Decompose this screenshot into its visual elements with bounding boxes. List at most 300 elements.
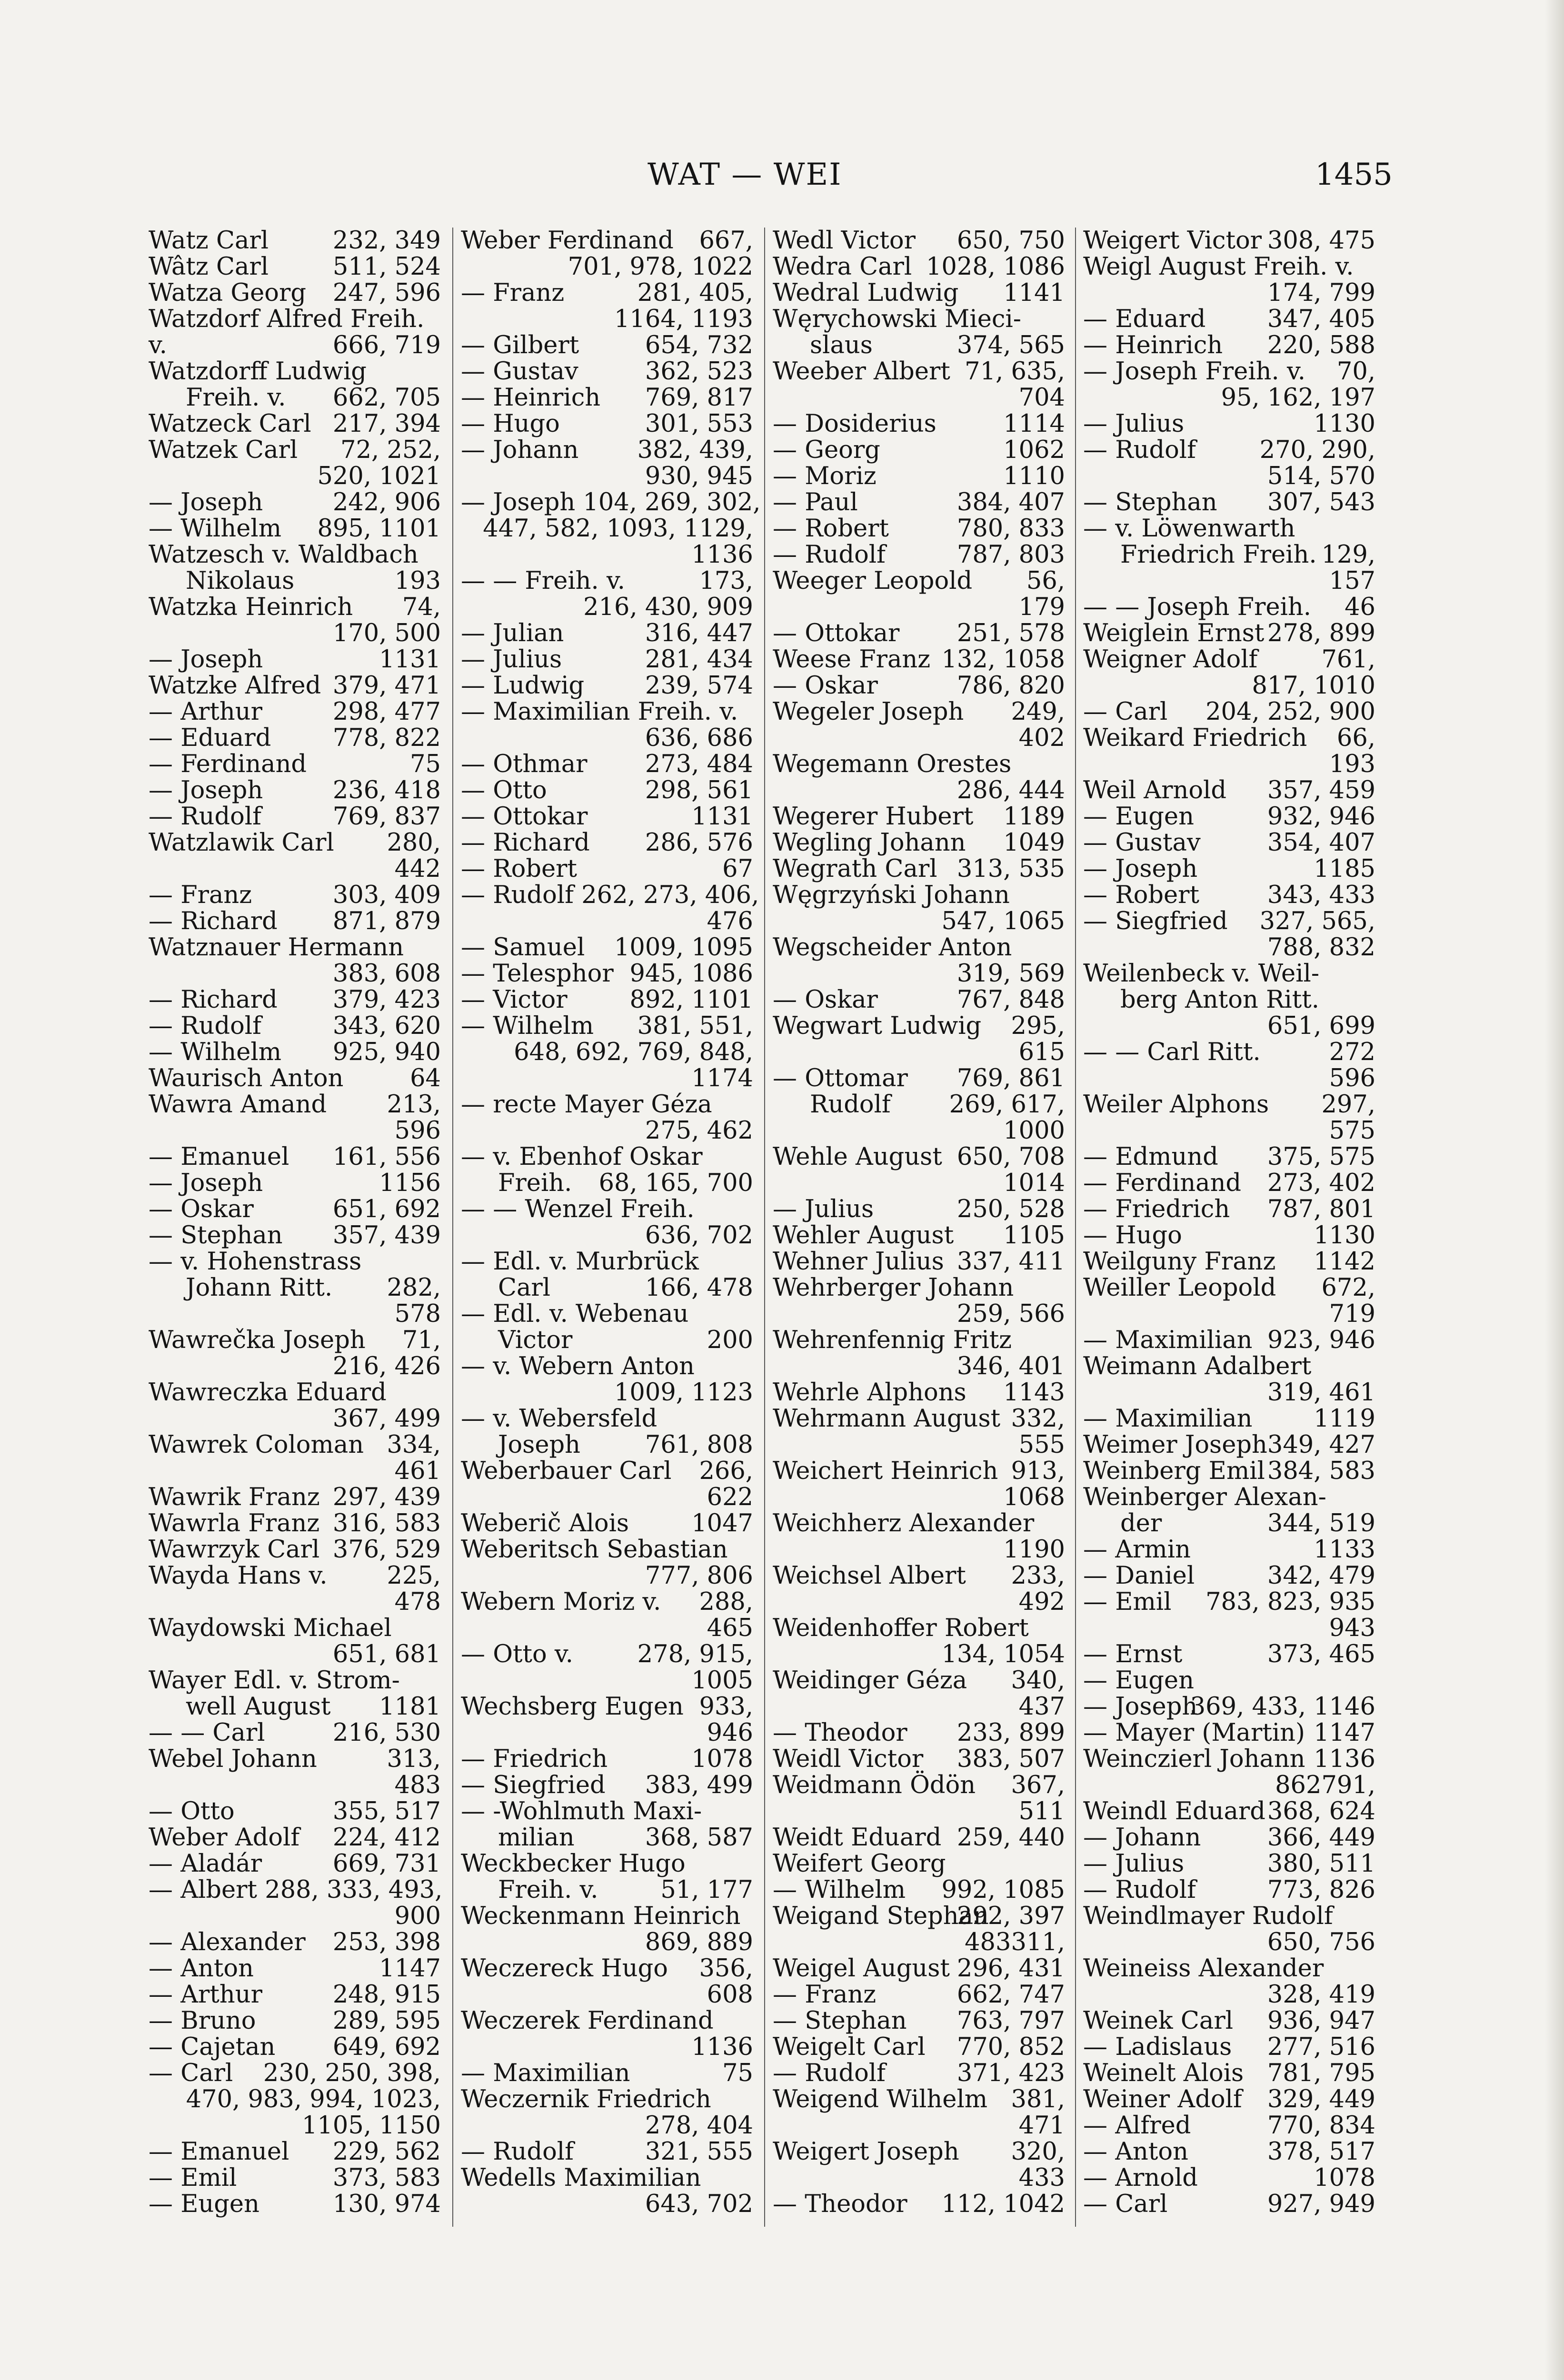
entry-page-numbers: 1105 xyxy=(1003,1221,1065,1250)
index-entry xyxy=(1083,646,1378,673)
index-entry xyxy=(1083,1484,1378,1510)
entry-page-numbers: 925, 940 xyxy=(332,1038,441,1066)
entry-name: Weckenmann Heinrich xyxy=(461,1902,741,1930)
index-entry xyxy=(1083,1432,1378,1458)
entry-page-numbers: 373, 583 xyxy=(332,2164,441,2192)
index-entry-continuation xyxy=(1083,385,1378,411)
index-entry xyxy=(461,881,759,909)
entry-name: Freih. v. xyxy=(186,384,286,412)
entry-name: — Daniel xyxy=(1083,1562,1195,1590)
entry-name: Freih. v. xyxy=(498,1876,598,1904)
entry-page-numbers: 347, 405 xyxy=(1267,305,1375,333)
entry-page-numbers: 277, 516 xyxy=(1267,2033,1375,2061)
entry-page-numbers: 719 xyxy=(1329,1300,1375,1328)
entry-name: Wehrenfennig Fritz xyxy=(773,1326,1012,1354)
entry-page-numbers: 777, 806 xyxy=(645,1562,753,1590)
entry-page-numbers: 66, xyxy=(1336,724,1375,752)
index-entry xyxy=(461,803,756,830)
index-entry xyxy=(149,1196,444,1222)
index-entry xyxy=(461,1746,756,1772)
index-entry xyxy=(1083,856,1378,882)
entry-name: Weindlmayer Rudolf xyxy=(1083,1902,1333,1930)
entry-name: — — Carl xyxy=(149,1719,265,1747)
entry-name: — Rudolf xyxy=(1083,1876,1196,1904)
entry-name: Waurisch Anton xyxy=(149,1064,344,1092)
entry-page-numbers: 313, xyxy=(387,1745,441,1773)
index-entry xyxy=(149,1327,444,1353)
entry-page-numbers: 278, 404 xyxy=(645,2112,753,2140)
index-entry xyxy=(461,568,756,594)
entry-name: — Robert xyxy=(461,855,578,883)
entry-name: Weber Adolf xyxy=(149,1824,300,1852)
index-entry xyxy=(773,2060,1068,2086)
index-entry-continuation xyxy=(1083,1013,1378,1039)
entry-name: — Oskar xyxy=(773,986,878,1014)
index-entry xyxy=(1083,411,1378,437)
index-entry-continuation xyxy=(773,385,1068,411)
entry-page-numbers: 932, 946 xyxy=(1267,803,1375,831)
index-entry xyxy=(1083,1563,1378,1589)
entry-page-numbers: 343, 620 xyxy=(332,1012,441,1040)
index-entry xyxy=(773,1667,1068,1694)
entry-name: — Carl xyxy=(1083,2190,1168,2218)
index-entry xyxy=(149,1222,444,1249)
index-entry xyxy=(149,1877,444,1903)
entry-name: Weinberger Alexan- xyxy=(1083,1483,1326,1511)
entry-page-numbers: 70, xyxy=(1336,357,1375,386)
entry-page-numbers: 320, xyxy=(1011,2138,1065,2166)
entry-page-numbers: 161, 556 xyxy=(332,1143,441,1171)
entry-name: Nikolaus xyxy=(186,567,295,595)
index-entry-continuation xyxy=(461,1982,756,2008)
index-entry xyxy=(773,332,1068,358)
index-entry xyxy=(461,2060,756,2086)
entry-name: — v. Webern Anton xyxy=(461,1352,695,1380)
entry-name: Węrychowski Mieci- xyxy=(773,305,1021,333)
entry-page-numbers: 374, 565 xyxy=(956,331,1065,359)
index-entry-continuation xyxy=(1083,751,1378,777)
index-entry xyxy=(1083,1877,1378,1903)
entry-name: — Richard xyxy=(461,829,590,857)
entry-name: — Edmund xyxy=(1083,1143,1218,1171)
index-column-2 xyxy=(461,227,761,2218)
entry-page-numbers: 767, 848 xyxy=(956,986,1065,1014)
index-entry-continuation xyxy=(149,1589,444,1615)
index-entry xyxy=(773,882,1068,908)
entry-page-numbers: 174, 799 xyxy=(1267,279,1375,307)
entry-name: — Samuel xyxy=(461,933,585,962)
index-entry xyxy=(1083,1458,1378,1484)
entry-name: — Rudolf 262, 273, 406, xyxy=(461,881,759,909)
entry-page-numbers: 233, 899 xyxy=(956,1719,1065,1747)
entry-name: Watza Georg xyxy=(149,279,307,307)
entry-name: — Moriz xyxy=(773,462,877,490)
entry-name: Weindl Eduard xyxy=(1083,1797,1265,1825)
index-entry xyxy=(461,856,756,882)
entry-name: Weese Franz xyxy=(773,645,931,674)
index-entry xyxy=(461,1301,756,1327)
index-entry-continuation xyxy=(773,594,1068,620)
entry-page-numbers: 278, 899 xyxy=(1267,619,1375,647)
entry-page-numbers: 1131 xyxy=(379,645,441,674)
index-entry-continuation xyxy=(773,1589,1068,1615)
index-entry xyxy=(149,1746,444,1772)
index-entry xyxy=(773,620,1068,646)
entry-page-numbers: 1147 xyxy=(1314,1719,1375,1747)
index-entry xyxy=(1083,1825,1378,1851)
entry-name: — Ludwig xyxy=(461,672,585,700)
index-entry xyxy=(149,306,444,332)
index-entry xyxy=(149,280,444,306)
entry-page-numbers: 636, 702 xyxy=(645,1221,753,1250)
index-entry xyxy=(1083,1641,1378,1667)
index-entry xyxy=(461,1196,756,1222)
index-entry xyxy=(461,751,756,777)
entry-name: — Maximilian Freih. v. xyxy=(461,698,738,726)
entry-page-numbers: 511 xyxy=(1018,1797,1065,1825)
index-entry xyxy=(1083,2086,1378,2112)
entry-page-numbers: 216, 530 xyxy=(332,1719,441,1747)
entry-page-numbers: 892, 1101 xyxy=(629,986,753,1014)
entry-name: Wegling Johann xyxy=(773,829,966,857)
index-entry xyxy=(773,1982,1068,2008)
entry-page-numbers: 250, 528 xyxy=(956,1195,1065,1223)
index-entry xyxy=(149,646,444,673)
entry-page-numbers: 787, 803 xyxy=(956,541,1065,569)
entry-page-numbers: 220, 588 xyxy=(1267,331,1375,359)
entry-page-numbers: 761, xyxy=(1321,645,1375,674)
index-entry xyxy=(1083,437,1378,463)
entry-name: — Joseph xyxy=(149,645,263,674)
entry-page-numbers: 1156 xyxy=(379,1169,441,1197)
index-entry xyxy=(149,411,444,437)
entry-page-numbers: 286, 576 xyxy=(645,829,753,857)
entry-page-numbers: 319, 569 xyxy=(956,960,1065,988)
entry-name: — Eugen xyxy=(1083,803,1194,831)
entry-page-numbers: 1062 xyxy=(1003,436,1065,464)
index-entry xyxy=(773,751,1068,777)
entry-page-numbers: 913, xyxy=(1011,1457,1065,1485)
entry-page-numbers: 67 xyxy=(722,855,753,883)
entry-page-numbers: 248, 915 xyxy=(332,1981,441,2009)
entry-name: Wehrle Alphons xyxy=(773,1378,966,1407)
entry-page-numbers: 1078 xyxy=(691,1745,753,1773)
index-entry-continuation xyxy=(461,1379,756,1406)
index-entry xyxy=(149,1694,444,1720)
entry-name: berg Anton Ritt. xyxy=(1120,986,1319,1014)
entry-page-numbers: 382, 439, xyxy=(637,436,753,464)
entry-name: — Arnold xyxy=(1083,2164,1198,2192)
index-entry xyxy=(1083,1537,1378,1563)
entry-page-numbers: 704 xyxy=(1018,384,1065,412)
entry-page-numbers: 272 xyxy=(1329,1038,1375,1066)
entry-page-numbers: 483 xyxy=(394,1771,441,1799)
entry-page-numbers: 157 xyxy=(1329,567,1375,595)
entry-page-numbers: 327, 565, xyxy=(1259,907,1375,935)
index-entry-continuation xyxy=(773,1694,1068,1720)
entry-page-numbers: 379, 471 xyxy=(332,672,441,700)
entry-page-numbers: 242, 906 xyxy=(332,488,441,516)
entry-page-numbers: 437 xyxy=(1018,1693,1065,1721)
index-entry xyxy=(149,332,444,358)
column-divider xyxy=(1075,228,1076,2227)
index-entry xyxy=(149,1720,444,1746)
entry-page-numbers: 992, 1085 xyxy=(941,1876,1065,1904)
entry-name: — Armin xyxy=(1083,1536,1191,1564)
entry-name: Watzek Carl xyxy=(149,436,298,464)
entry-page-numbers: 648, 692, 769, 848, xyxy=(514,1038,753,1066)
entry-name: — Eduard xyxy=(1083,305,1206,333)
index-entry xyxy=(1083,803,1378,830)
index-entry xyxy=(149,1510,444,1537)
index-entry xyxy=(149,725,444,751)
index-entry-continuation xyxy=(1083,463,1378,489)
index-entry xyxy=(773,1563,1068,1589)
entry-name: Wehler August xyxy=(773,1221,954,1250)
entry-page-numbers: 514, 570 xyxy=(1267,462,1375,490)
index-entry xyxy=(1083,882,1378,908)
index-entry xyxy=(461,1458,756,1484)
entry-page-numbers: 622 xyxy=(707,1483,753,1511)
entry-page-numbers: 662, 705 xyxy=(332,384,441,412)
index-entry xyxy=(773,254,1068,280)
entry-page-numbers: 337, 411 xyxy=(956,1248,1065,1276)
entry-name: Weeger Leopold xyxy=(773,567,973,595)
index-entry xyxy=(149,358,444,385)
entry-name: — Julius xyxy=(461,645,562,674)
entry-name: Weineiss Alexander xyxy=(1083,1954,1324,1983)
entry-page-numbers: 217, 394 xyxy=(332,410,441,438)
entry-name: Weinberg Emil xyxy=(1083,1457,1265,1485)
index-entry-continuation xyxy=(1083,1065,1378,1091)
entry-page-numbers: 71, xyxy=(402,1326,441,1354)
entry-name: — Maximilian xyxy=(461,2059,630,2087)
index-entry xyxy=(773,856,1068,882)
index-entry xyxy=(461,646,756,673)
entry-name: — Cajetan xyxy=(149,2033,276,2061)
entry-name: Weidt Eduard xyxy=(773,1824,942,1852)
entry-name: Wawrzyk Carl xyxy=(149,1536,320,1564)
entry-page-numbers: 383, 507 xyxy=(956,1745,1065,1773)
entry-page-numbers: 316, 447 xyxy=(645,619,753,647)
index-entry-continuation xyxy=(149,961,444,987)
index-entry-continuation xyxy=(149,1118,444,1144)
index-entry xyxy=(1083,1222,1378,1249)
index-entry xyxy=(773,1196,1068,1222)
entry-name: — Rudolf xyxy=(149,803,261,831)
entry-name: Waydowski Michael xyxy=(149,1614,392,1642)
entry-page-numbers: 636, 686 xyxy=(645,724,753,752)
entry-page-numbers: 332, xyxy=(1011,1405,1065,1433)
entry-page-numbers: 769, 837 xyxy=(332,803,441,831)
entry-name: — Joseph xyxy=(149,1169,263,1197)
index-entry xyxy=(461,1249,756,1275)
index-entry xyxy=(1083,1249,1378,1275)
index-entry-continuation xyxy=(1083,1615,1378,1641)
entry-name: — Carl xyxy=(149,2059,233,2087)
entry-name: Wayda Hans v. xyxy=(149,1562,328,1590)
entry-page-numbers: 249, xyxy=(1011,698,1065,726)
entry-name: — Ferdinand xyxy=(149,750,307,778)
entry-name: Weil Arnold xyxy=(1083,776,1226,804)
index-entry-continuation xyxy=(773,1641,1068,1667)
entry-page-numbers: 520, 1021 xyxy=(317,462,441,490)
index-entry xyxy=(461,1694,756,1720)
index-entry-continuation xyxy=(461,1615,756,1641)
index-entry xyxy=(773,489,1068,516)
index-entry xyxy=(773,1615,1068,1641)
entry-page-numbers: 303, 409 xyxy=(332,881,441,909)
index-entry-continuation xyxy=(461,1667,756,1694)
entry-page-numbers: 791, xyxy=(1321,1771,1375,1799)
entry-page-numbers: 321, 555 xyxy=(645,2138,753,2166)
entry-name: Watzke Alfred xyxy=(149,672,321,700)
index-entry-continuation xyxy=(773,1301,1068,1327)
index-entry xyxy=(1083,228,1378,254)
index-entry xyxy=(461,1955,756,1982)
entry-page-numbers: 56, xyxy=(1026,567,1065,595)
entry-page-numbers: 301, 553 xyxy=(645,410,753,438)
entry-page-numbers: 281, 405, xyxy=(637,279,753,307)
index-entry xyxy=(149,1170,444,1196)
index-entry xyxy=(149,1065,444,1091)
index-entry xyxy=(149,2165,444,2191)
index-entry xyxy=(1083,332,1378,358)
index-entry-continuation xyxy=(773,1118,1068,1144)
index-entry xyxy=(773,2191,1068,2217)
entry-name: Wegeler Joseph xyxy=(773,698,964,726)
index-entry xyxy=(461,228,756,254)
index-entry xyxy=(149,516,444,542)
entry-page-numbers: 344, 519 xyxy=(1267,1509,1375,1537)
entry-page-numbers: 483 xyxy=(965,1928,1011,1956)
index-entry xyxy=(773,228,1068,254)
entry-page-numbers: 1174 xyxy=(691,1064,753,1092)
entry-name: Wehner Julius xyxy=(773,1248,944,1276)
entry-page-numbers: 433 xyxy=(1018,2164,1065,2192)
index-entry xyxy=(773,1458,1068,1484)
entry-page-numbers: 51, 177 xyxy=(660,1876,753,1904)
index-entry xyxy=(1083,1091,1378,1118)
index-entry xyxy=(461,411,756,437)
entry-name: Watz Carl xyxy=(149,227,269,255)
entry-name: — Stephan xyxy=(149,1221,283,1250)
entry-name: — Gilbert xyxy=(461,331,579,359)
entry-page-numbers: 770, 852 xyxy=(956,2033,1065,2061)
index-entry-continuation xyxy=(149,2112,444,2139)
entry-name: milian xyxy=(498,1824,575,1852)
index-entry xyxy=(773,1144,1068,1170)
index-entry-continuation xyxy=(773,1484,1068,1510)
index-entry xyxy=(773,568,1068,594)
index-entry-continuation xyxy=(461,2034,756,2060)
entry-name: — Georg xyxy=(773,436,880,464)
entry-page-numbers: 247, 596 xyxy=(332,279,441,307)
index-entry xyxy=(773,1222,1068,1249)
entry-page-numbers: 672, xyxy=(1321,1274,1375,1302)
entry-page-numbers: 651, 692 xyxy=(332,1195,441,1223)
index-entry xyxy=(149,1929,444,1955)
entry-page-numbers: 770, 834 xyxy=(1267,2112,1375,2140)
entry-name: — Oskar xyxy=(149,1195,254,1223)
entry-name: — Emil xyxy=(149,2164,237,2192)
entry-name: Weilenbeck v. Weil- xyxy=(1083,960,1320,988)
entry-name: Weigelt Carl xyxy=(773,2033,926,2061)
index-entry-continuation xyxy=(773,777,1068,803)
entry-page-numbers: 68, 165, 700 xyxy=(598,1169,753,1197)
entry-page-numbers: 170, 500 xyxy=(332,619,441,647)
entry-page-numbers: 308, 475 xyxy=(1267,227,1375,255)
entry-page-numbers: 471 xyxy=(1018,2112,1065,2140)
entry-page-numbers: 1189 xyxy=(1003,803,1065,831)
entry-page-numbers: 367, 499 xyxy=(332,1405,441,1433)
entry-page-numbers: 379, 423 xyxy=(332,986,441,1014)
entry-name: Weigner Adolf xyxy=(1083,645,1258,674)
entry-name: Victor xyxy=(498,1326,573,1354)
entry-page-numbers: 367, xyxy=(1011,1771,1065,1799)
entry-name: — Heinrich xyxy=(461,384,601,412)
entry-name: Wedra Carl xyxy=(773,253,912,281)
index-entry xyxy=(1083,1196,1378,1222)
entry-name: Wawra Amand xyxy=(149,1091,327,1119)
entry-page-numbers: 224, 412 xyxy=(332,1824,441,1852)
entry-name: — Maximilian xyxy=(1083,1326,1253,1354)
entry-name: Weichsel Albert xyxy=(773,1562,966,1590)
entry-name: — Ottomar xyxy=(773,1064,908,1092)
entry-name: Wedells Maximilian xyxy=(461,2164,701,2192)
index-entry xyxy=(773,280,1068,306)
entry-name: — Wilhelm xyxy=(149,1038,282,1066)
entry-page-numbers: 132, 1058 xyxy=(941,645,1065,674)
entry-page-numbers: 788, 832 xyxy=(1267,933,1375,962)
index-entry xyxy=(461,1641,756,1667)
entry-page-numbers: 380, 511 xyxy=(1267,1850,1375,1878)
index-entry-continuation xyxy=(461,725,756,751)
entry-name: Weber Ferdinand xyxy=(461,227,674,255)
entry-page-numbers: 773, 826 xyxy=(1267,1876,1375,1904)
entry-page-numbers: 649, 692 xyxy=(332,2033,441,2061)
index-entry xyxy=(461,358,756,385)
entry-name: Weinczierl Johann xyxy=(1083,1745,1305,1773)
index-entry-continuation xyxy=(773,2165,1068,2191)
entry-name: — Oskar xyxy=(773,672,878,700)
entry-page-numbers: 334, xyxy=(387,1431,441,1459)
index-entry xyxy=(461,1406,756,1432)
index-entry xyxy=(773,1406,1068,1432)
entry-name: Wayer Edl. v. Strom- xyxy=(149,1666,400,1695)
index-entry-continuation xyxy=(461,594,756,620)
entry-name: Wehle August xyxy=(773,1143,942,1171)
index-entry xyxy=(773,1510,1068,1537)
index-entry-continuation xyxy=(149,1353,444,1379)
entry-page-numbers: 869, 889 xyxy=(645,1928,753,1956)
entry-name: — Victor xyxy=(461,986,568,1014)
index-entry xyxy=(773,516,1068,542)
entry-page-numbers: 72, 252, xyxy=(340,436,441,464)
index-entry-continuation xyxy=(1083,1929,1378,1955)
entry-page-numbers: 575 xyxy=(1329,1117,1375,1145)
entry-page-numbers: 362, 523 xyxy=(645,357,753,386)
entry-page-numbers: 319, 461 xyxy=(1267,1378,1375,1407)
index-entry xyxy=(1083,1275,1378,1301)
entry-page-numbers: 547, 1065 xyxy=(941,907,1065,935)
index-entry-continuation xyxy=(773,1039,1068,1065)
index-entry xyxy=(1083,254,1378,280)
entry-page-numbers: 778, 822 xyxy=(332,724,441,752)
index-entry xyxy=(149,1091,444,1118)
index-entry xyxy=(149,1013,444,1039)
entry-name: Friedrich Freih. xyxy=(1120,541,1317,569)
